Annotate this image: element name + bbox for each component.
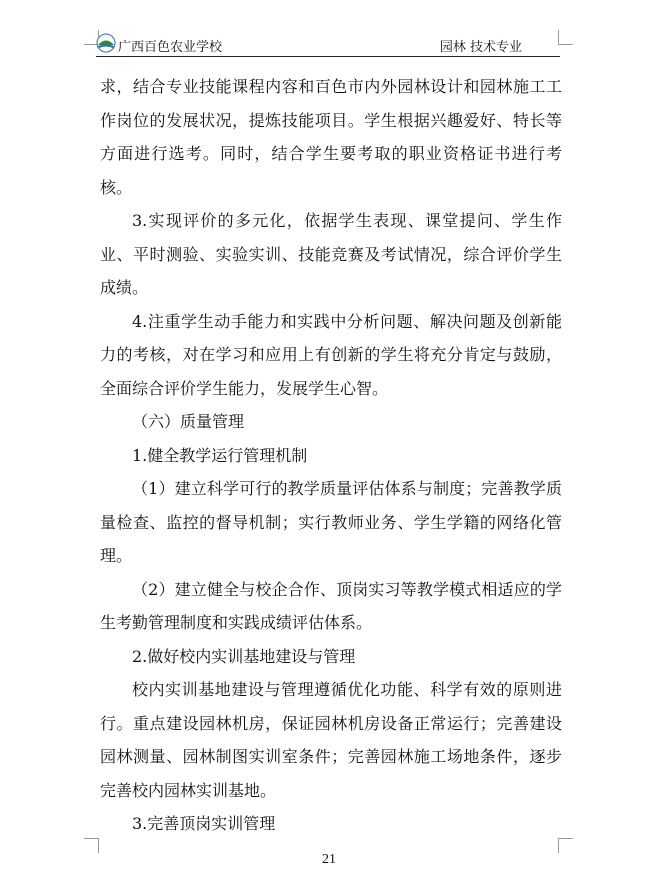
page-number: 21 — [322, 852, 336, 867]
crop-mark-top-right — [558, 30, 573, 45]
subsection-heading: 3.完善顶岗实训管理 — [132, 814, 276, 833]
paragraph: （1）建立科学可行的教学质量评估体系与制度；完善教学质量检查、监控的督导机制；实行教师业务、学生学籍的网络化管理。 — [100, 479, 562, 565]
paragraph: （2）建立健全与校企合作、顶岗实习等教学模式相适应的学生考勤管理制度和实践成绩评估体系。 — [100, 579, 562, 632]
paragraph: 校内实训基地建设与管理遵循优化功能、科学有效的原则进行。重点建设园林机房，保证园林机房设备正常运行；完善建设园林测量、园林制图实训室条件；完善园林施工场地条件，逐步完善校内园林实训基地。 — [100, 680, 562, 800]
paragraph: 3.实现评价的多元化，依据学生表现、课堂提问、学生作业、平时测验、实验实训、技能竞赛及考试情况，综合评价学生成绩。 — [100, 211, 562, 297]
body-text — [100, 70, 562, 841]
paragraph: 4.注重学生动手能力和实践中分析问题、解决问题及创新能力的考核，对在学习和应用上有创新的学生将充分肯定与鼓励，全面综合评价学生能力，发展学生心智。 — [100, 311, 562, 398]
page-header — [96, 32, 560, 57]
paragraph: 求，结合专业技能课程内容和百色市内外园林设计和园林施工工作岗位的发展状况，提炼技能项目。学生根据兴趣爱好、特长等方面进行选考。同时，结合学生要考取的职业资格证书进行考核。 — [100, 77, 562, 197]
subsection-heading: 2.做好校内实训基地建设与管理 — [132, 646, 356, 666]
school-logo-icon — [96, 33, 116, 53]
crop-mark-bottom-left — [84, 838, 99, 853]
subsection-heading: 1.健全教学运行管理机制 — [132, 445, 308, 465]
header-major-name: 园林 技术专业 — [439, 40, 522, 55]
section-heading: （六）质量管理 — [132, 412, 245, 431]
header-school-name: 广西百色农业学校 — [118, 40, 223, 55]
